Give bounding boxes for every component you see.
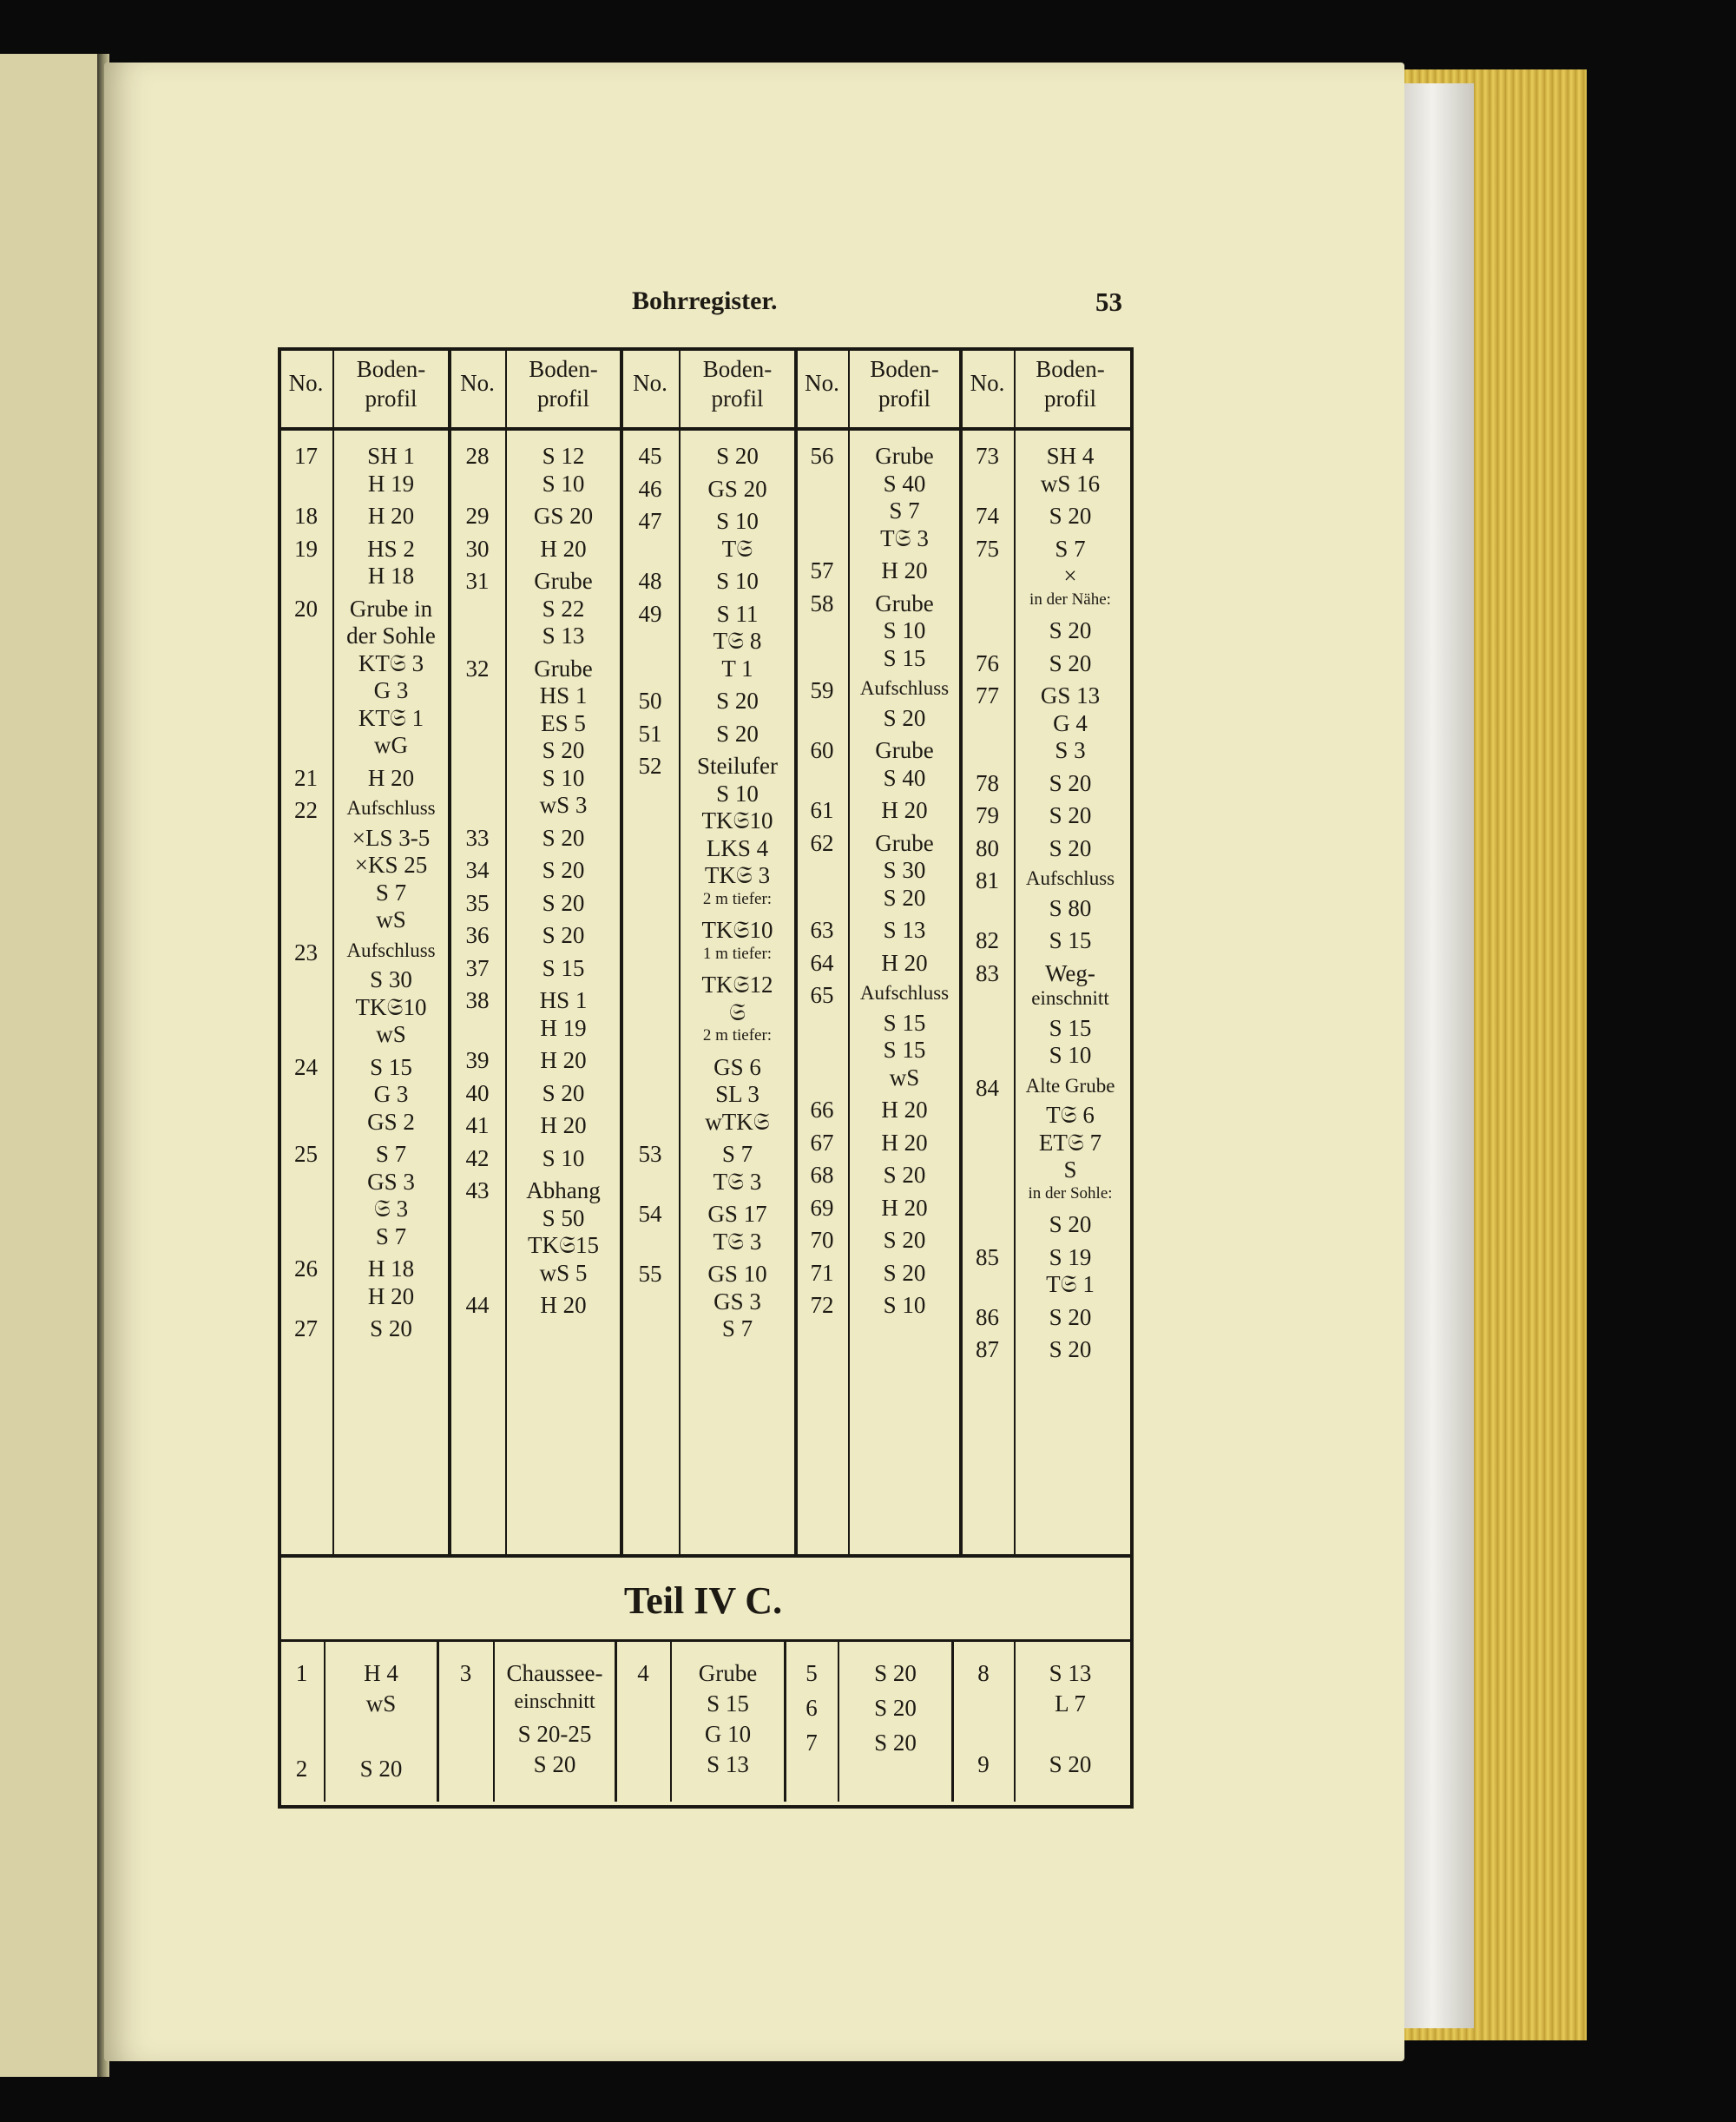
row-number: 48 — [638, 568, 662, 594]
soil-profile-entry: H 19 — [367, 470, 415, 497]
soil-profile-entry: S 11 — [716, 600, 759, 627]
row-number: 65 — [810, 982, 834, 1008]
soil-profile-entry: S 20 — [883, 1259, 926, 1286]
soil-profile-entry: S 20 — [883, 884, 926, 911]
row-number: 37 — [465, 954, 490, 981]
soil-profile-entry: S 20 — [542, 889, 585, 916]
row-number: 56 — [810, 443, 834, 469]
soil-profile-entry: S 20 — [533, 1751, 576, 1777]
row-number: 33 — [465, 824, 490, 851]
soil-profile-entry: S 40 — [883, 764, 926, 791]
soil-profile-entry: S 12 — [542, 443, 585, 469]
soil-profile-entry: einschnitt — [514, 1690, 595, 1713]
row-number: 62 — [810, 829, 834, 856]
row-number: 71 — [810, 1259, 834, 1286]
soil-profile-entry: S 20 — [874, 1660, 917, 1686]
soil-profile-entry: G 3 — [373, 677, 409, 703]
row-number: 8 — [977, 1660, 990, 1686]
soil-profile-entry: T𝔖 3 — [713, 1228, 762, 1255]
soil-profile-entry: G 4 — [1053, 709, 1088, 736]
soil-profile-entry: S 20 — [359, 1756, 403, 1782]
soil-profile-entry: in der Sohle: — [1028, 1183, 1113, 1203]
soil-profile-entry: H 20 — [540, 1292, 587, 1318]
soil-profile-entry: HS 1 — [539, 987, 588, 1013]
soil-profile-entry: S 20 — [874, 1695, 917, 1721]
soil-profile-entry: S 30 — [370, 966, 412, 992]
soil-profile-entry: KT𝔖 1 — [358, 704, 424, 731]
soil-profile-entry: ES 5 — [541, 709, 586, 736]
soil-profile-entry: 2 m tiefer: — [702, 1026, 773, 1045]
row-number: 25 — [294, 1141, 318, 1167]
soil-profile-entry: S 7 — [721, 1141, 753, 1167]
soil-profile-entry: 𝔖 3 — [373, 1196, 409, 1222]
soil-profile-entry: G 3 — [373, 1081, 409, 1107]
soil-profile-entry: Grube in — [349, 595, 433, 622]
row-number: 50 — [638, 688, 662, 714]
row-number: 23 — [294, 939, 318, 965]
section-rule-bottom — [278, 1639, 1132, 1642]
soil-profile-entry: S 20 — [883, 704, 926, 731]
row-number: 82 — [976, 927, 999, 953]
soil-profile-entry: HS 2 — [367, 535, 415, 562]
soil-profile-entry: GS 6 — [713, 1053, 761, 1080]
header-no: No. — [633, 370, 667, 396]
header-bodenprofil: Boden- profil — [356, 356, 426, 412]
row-number: 80 — [976, 834, 999, 861]
row-number: 54 — [638, 1201, 662, 1227]
row-number: 59 — [810, 677, 834, 703]
soil-profile-entry: wS 16 — [1040, 470, 1101, 497]
soil-profile-entry: S 7 — [1055, 535, 1086, 562]
soil-profile-entry: S 7 — [721, 1315, 753, 1341]
row-number: 81 — [976, 867, 999, 893]
row-number: 51 — [638, 720, 662, 747]
row-number: 68 — [810, 1162, 834, 1188]
soil-profile-entry: GS 10 — [707, 1261, 767, 1287]
row-number: 4 — [637, 1660, 649, 1686]
soil-profile-entry: Grube — [534, 655, 593, 682]
soil-profile-entry: S 13 — [542, 623, 585, 649]
soil-profile-entry: S 20 — [716, 688, 759, 714]
row-number: 1 — [295, 1660, 308, 1686]
row-number: 64 — [810, 949, 834, 976]
soil-profile-entry: S 7 — [889, 498, 920, 524]
row-number: 77 — [976, 682, 999, 708]
soil-profile-entry: wS 5 — [539, 1259, 588, 1286]
row-number: 63 — [810, 917, 834, 943]
soil-profile-entry: S 20 — [542, 857, 585, 883]
soil-profile-entry: S 30 — [883, 857, 926, 883]
soil-profile-entry: S 15 — [542, 954, 585, 981]
row-number: 61 — [810, 797, 834, 823]
soil-profile-entry: GS 3 — [713, 1288, 761, 1315]
soil-profile-entry: KT𝔖 3 — [358, 649, 424, 676]
soil-profile-entry: Weg- — [1045, 959, 1095, 986]
soil-profile-entry: S 10 — [716, 508, 759, 534]
soil-profile-entry: TK𝔖15 — [528, 1232, 599, 1258]
row-number: 19 — [294, 535, 318, 562]
soil-profile-entry: S 20 — [542, 922, 585, 948]
row-number: 24 — [294, 1053, 318, 1080]
row-number: 79 — [976, 802, 999, 828]
header-bodenprofil: Boden- profil — [1036, 356, 1105, 412]
row-number: 17 — [294, 443, 318, 469]
soil-profile-entry: Grube — [698, 1660, 758, 1686]
soil-profile-entry: S 20 — [542, 737, 585, 763]
soil-profile-entry: wS — [376, 1021, 406, 1047]
row-number: 44 — [465, 1292, 490, 1318]
soil-profile-entry: SH 1 — [367, 443, 415, 469]
header-no: No. — [460, 370, 495, 396]
row-number: 35 — [465, 889, 490, 916]
soil-profile-entry: Aufschluss — [1025, 867, 1115, 889]
soil-profile-entry: S 20-25 — [517, 1721, 592, 1747]
row-number: 86 — [976, 1303, 999, 1330]
row-number: 69 — [810, 1194, 834, 1221]
soil-profile-entry: S 15 — [1049, 927, 1092, 953]
row-number: 84 — [976, 1074, 999, 1101]
row-number: 22 — [294, 797, 318, 823]
soil-profile-entry: TK𝔖10 — [355, 993, 427, 1020]
soil-profile-entry: TK𝔖12 — [701, 972, 773, 998]
row-number: 45 — [638, 443, 662, 469]
soil-profile-entry: S 22 — [542, 595, 585, 622]
row-number: 43 — [465, 1177, 490, 1203]
soil-profile-entry: ×LS 3-5 — [352, 824, 431, 851]
soil-profile-entry: wS — [376, 906, 406, 932]
soil-profile-entry: Aufschluss — [859, 982, 950, 1004]
soil-profile-entry: GS 20 — [533, 503, 594, 529]
soil-profile-entry: Grube — [534, 568, 593, 594]
row-number: 78 — [976, 769, 999, 796]
soil-profile-entry: S 20 — [542, 1079, 585, 1106]
soil-profile-entry: H 20 — [881, 949, 928, 976]
soil-profile-entry: GS 2 — [367, 1108, 415, 1135]
soil-profile-entry: LKS 4 — [706, 834, 769, 861]
soil-profile-entry: Abhang — [526, 1177, 601, 1203]
row-number: 87 — [976, 1336, 999, 1362]
soil-profile-entry: S 15 — [707, 1690, 749, 1717]
row-number: 46 — [638, 475, 662, 502]
row-number: 28 — [465, 443, 490, 469]
soil-profile-entry: der Sohle — [346, 623, 436, 649]
soil-profile-entry: S 10 — [1049, 1042, 1092, 1068]
row-number: 57 — [810, 557, 834, 583]
soil-profile-entry: S 20 — [883, 1227, 926, 1253]
soil-profile-entry: ET𝔖 7 — [1038, 1129, 1102, 1156]
soil-profile-entry: S 13 — [883, 917, 926, 943]
soil-profile-entry: S 20 — [1049, 834, 1092, 861]
page-number: 53 — [1095, 287, 1122, 317]
soil-profile-entry: S 7 — [375, 1141, 407, 1167]
soil-profile-entry: H 20 — [367, 764, 415, 791]
soil-profile-entry: S 10 — [883, 1292, 926, 1318]
row-number: 53 — [638, 1141, 662, 1167]
row-number: 21 — [294, 764, 318, 791]
soil-profile-entry: S 20 — [542, 824, 585, 851]
row-number: 73 — [976, 443, 999, 469]
soil-profile-entry: H 20 — [367, 503, 415, 529]
row-number: 76 — [976, 649, 999, 676]
soil-profile-entry: T 1 — [721, 655, 753, 682]
soil-profile-entry: S 20 — [370, 1315, 412, 1341]
soil-profile-entry: S 20 — [1049, 617, 1092, 643]
row-number: 30 — [465, 535, 490, 562]
soil-profile-entry: T𝔖 1 — [1046, 1271, 1095, 1297]
soil-profile-entry: TK𝔖10 — [701, 917, 773, 943]
soil-profile-entry: ×KS 25 — [354, 852, 428, 878]
soil-profile-entry: wS — [889, 1064, 920, 1091]
soil-profile-entry: H 20 — [540, 1047, 587, 1073]
soil-profile-entry: wS — [365, 1690, 397, 1717]
soil-profile-entry: S 50 — [542, 1204, 585, 1231]
soil-profile-entry: H 20 — [881, 1129, 928, 1156]
soil-profile-entry: H 20 — [540, 1112, 587, 1138]
soil-profile-entry: S 20 — [1049, 802, 1092, 828]
soil-profile-entry: GS 3 — [367, 1168, 415, 1195]
soil-profile-entry: S 15 — [883, 1009, 926, 1036]
soil-profile-entry: Grube — [875, 590, 934, 616]
soil-profile-entry: S 3 — [1055, 737, 1086, 763]
soil-profile-entry: H 20 — [540, 535, 587, 562]
row-number: 5 — [806, 1660, 818, 1686]
soil-profile-entry: T𝔖 6 — [1046, 1102, 1095, 1128]
row-number: 47 — [638, 508, 662, 534]
soil-profile-entry: H 20 — [881, 557, 928, 583]
row-number: 38 — [465, 987, 490, 1013]
soil-profile-entry: TK𝔖10 — [701, 807, 773, 834]
header-no: No. — [970, 370, 1005, 396]
row-number: 70 — [810, 1227, 834, 1253]
soil-profile-entry: SH 4 — [1046, 443, 1095, 469]
soil-profile-entry: S 10 — [716, 780, 759, 807]
soil-profile-entry: T𝔖 3 — [880, 524, 929, 551]
soil-profile-entry: S 10 — [716, 568, 759, 594]
row-number: 75 — [976, 535, 999, 562]
row-number: 66 — [810, 1097, 834, 1123]
soil-profile-entry: S 15 — [1049, 1014, 1092, 1041]
row-number: 27 — [294, 1315, 318, 1341]
soil-profile-entry: S 20 — [716, 720, 759, 747]
row-number: 42 — [465, 1144, 490, 1171]
soil-profile-entry: S 19 — [1049, 1243, 1092, 1270]
row-number: 9 — [977, 1751, 990, 1777]
soil-profile-entry: GS 17 — [707, 1201, 767, 1227]
row-number: 36 — [465, 922, 490, 948]
soil-profile-entry: S 20 — [1049, 769, 1092, 796]
soil-profile-entry: Grube — [875, 829, 934, 856]
soil-profile-entry: S 10 — [542, 1144, 585, 1171]
header-bodenprofil: Boden- profil — [870, 356, 939, 412]
section-title: Teil IV C. — [623, 1579, 783, 1622]
soil-profile-entry: S 10 — [542, 470, 585, 497]
soil-profile-entry: Chaussee- — [506, 1660, 603, 1686]
header-bodenprofil: Boden- profil — [529, 356, 598, 412]
row-number: 52 — [638, 753, 662, 779]
soil-profile-entry: Aufschluss — [346, 797, 436, 819]
soil-profile-entry: S 20 — [716, 443, 759, 469]
soil-profile-entry: 2 m tiefer: — [702, 889, 773, 908]
soil-profile-entry: S 20 — [883, 1162, 926, 1188]
soil-profile-entry: S 15 — [883, 644, 926, 671]
soil-profile-entry: S 15 — [370, 1053, 412, 1080]
soil-profile-entry: GS 13 — [1040, 682, 1101, 708]
row-number: 39 — [465, 1047, 490, 1073]
row-number: 83 — [976, 959, 999, 986]
row-number: 3 — [459, 1660, 472, 1686]
row-number: 34 — [465, 857, 490, 883]
page-stack-highlight — [1404, 83, 1474, 2028]
row-number: 6 — [806, 1695, 818, 1721]
soil-profile-entry: HS 1 — [539, 682, 588, 708]
soil-profile-entry: H 20 — [881, 1194, 928, 1221]
header-no: No. — [288, 370, 324, 396]
soil-profile-entry: S 40 — [883, 470, 926, 497]
soil-profile-entry: TK𝔖 3 — [704, 862, 771, 888]
soil-profile-entry: S 20 — [1049, 503, 1092, 529]
row-number: 29 — [465, 503, 490, 529]
soil-profile-entry: SL 3 — [715, 1081, 760, 1107]
header-bodenprofil: Boden- profil — [702, 356, 773, 412]
soil-profile-entry: L 7 — [1055, 1690, 1086, 1717]
row-number: 26 — [294, 1255, 318, 1282]
row-number: 60 — [810, 737, 834, 763]
soil-profile-entry: Aufschluss — [859, 677, 950, 699]
soil-profile-entry: S 7 — [375, 879, 407, 906]
soil-profile-entry: 1 m tiefer: — [702, 944, 773, 963]
row-number: 74 — [976, 503, 999, 529]
soil-profile-entry: S 20 — [874, 1730, 917, 1756]
row-number: 55 — [638, 1261, 662, 1287]
row-number: 20 — [294, 595, 318, 622]
section-rule-top — [278, 1554, 1132, 1558]
row-number: 7 — [806, 1730, 818, 1756]
soil-profile-entry: in der Nähe: — [1029, 590, 1111, 609]
row-number: 49 — [638, 600, 662, 627]
soil-profile-entry: S 7 — [375, 1222, 407, 1249]
soil-profile-entry: H 19 — [540, 1014, 587, 1041]
soil-profile-entry: S 13 — [1049, 1660, 1092, 1686]
soil-profile-entry: T𝔖 3 — [713, 1168, 762, 1195]
row-number: 40 — [465, 1079, 490, 1106]
soil-profile-entry: wTK𝔖 — [705, 1108, 770, 1135]
soil-profile-entry: H 20 — [881, 1097, 928, 1123]
soil-profile-entry: wS 3 — [539, 792, 588, 818]
soil-profile-entry: H 4 — [364, 1660, 398, 1686]
soil-profile-entry: S 20 — [1049, 1211, 1092, 1237]
soil-profile-entry: Aufschluss — [346, 939, 436, 961]
row-number: 2 — [295, 1756, 308, 1782]
soil-profile-entry: S 20 — [1049, 1336, 1092, 1362]
soil-profile-entry: Grube — [875, 737, 934, 763]
soil-profile-entry: T𝔖 8 — [713, 628, 762, 654]
soil-profile-entry: S — [1063, 1157, 1077, 1183]
soil-profile-entry: wG — [374, 732, 408, 758]
row-number: 18 — [294, 503, 318, 529]
soil-profile-entry: S 10 — [883, 617, 926, 643]
soil-profile-entry: Grube — [875, 443, 934, 469]
soil-profile-entry: einschnitt — [1031, 987, 1109, 1009]
soil-profile-entry: H 20 — [881, 797, 928, 823]
soil-profile-entry: H 18 — [367, 1255, 415, 1282]
soil-profile-entry: 𝔖 — [729, 998, 746, 1025]
soil-profile-entry: S 20 — [1049, 1751, 1092, 1777]
soil-profile-entry: GS 20 — [707, 475, 767, 502]
soil-profile-entry: Alte Grube — [1025, 1074, 1115, 1097]
soil-profile-entry: S 15 — [883, 1037, 926, 1063]
soil-profile-entry: H 20 — [367, 1282, 415, 1309]
soil-profile-entry: S 20 — [1049, 1303, 1092, 1330]
header-rule — [278, 427, 1132, 431]
row-number: 58 — [810, 590, 834, 616]
soil-profile-entry: Steilufer — [697, 753, 778, 779]
row-number: 32 — [465, 655, 490, 682]
soil-profile-entry: S 13 — [707, 1751, 749, 1777]
row-number: 31 — [465, 568, 490, 594]
left-page-edge — [0, 54, 97, 2077]
soil-profile-entry: S 80 — [1049, 894, 1092, 921]
soil-profile-entry: H 18 — [367, 563, 415, 589]
row-number: 85 — [976, 1243, 999, 1270]
soil-profile-entry: S 10 — [542, 764, 585, 791]
soil-profile-entry: S 20 — [1049, 649, 1092, 676]
header-no: No. — [805, 370, 839, 396]
soil-profile-entry: × — [1063, 563, 1077, 589]
row-number: 41 — [465, 1112, 490, 1138]
soil-profile-entry: G 10 — [704, 1721, 752, 1747]
row-number: 72 — [810, 1292, 834, 1318]
soil-profile-entry: T𝔖 — [721, 535, 753, 562]
running-head: Bohrregister. — [632, 287, 778, 315]
row-number: 67 — [810, 1129, 834, 1156]
